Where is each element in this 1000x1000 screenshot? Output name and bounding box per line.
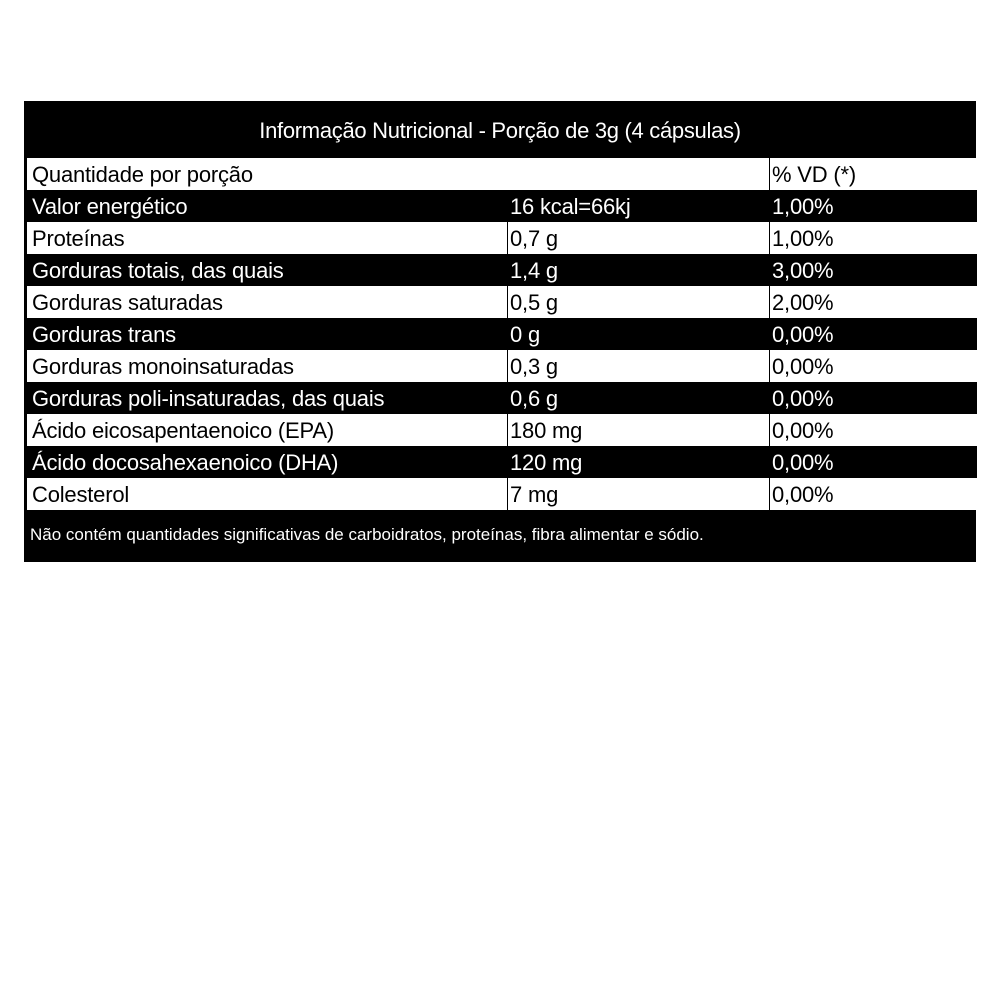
nutrient-vd: 0,00%	[772, 414, 972, 446]
table-title: Informação Nutricional - Porção de 3g (4 cápsulas)	[259, 118, 741, 143]
table-row	[27, 254, 977, 286]
header-quantity-label: Quantidade por porção	[32, 162, 253, 187]
table-row	[27, 446, 977, 478]
nutrient-name: Gorduras trans	[32, 322, 176, 347]
table-row	[27, 382, 977, 414]
table-header-row	[27, 158, 977, 190]
header-vd-label: % VD (*)	[772, 158, 972, 190]
nutrient-amount: 7 mg	[510, 478, 765, 510]
nutrient-vd: 0,00%	[772, 450, 834, 475]
nutrient-amount: 0,5 g	[510, 286, 765, 318]
nutrient-vd: 0,00%	[772, 478, 972, 510]
nutrient-name: Colesterol	[32, 482, 130, 507]
table-row	[27, 190, 977, 222]
nutrient-vd: 0,00%	[772, 386, 834, 411]
table-row	[27, 350, 977, 382]
table-row	[27, 318, 977, 350]
nutrient-name: Gorduras saturadas	[32, 290, 223, 315]
table-row	[27, 478, 977, 510]
nutrient-amount: 0 g	[510, 322, 540, 347]
nutrient-name: Gorduras monoinsaturadas	[32, 354, 294, 379]
nutrient-name: Ácido eicosapentaenoico (EPA)	[32, 418, 334, 443]
nutrient-vd: 2,00%	[772, 286, 972, 318]
nutrient-vd: 0,00%	[772, 350, 972, 382]
nutrient-vd: 3,00%	[772, 258, 834, 283]
nutrient-amount: 120 mg	[510, 450, 583, 475]
table-row	[27, 286, 977, 318]
table-footnote: Não contém quantidades significativas de carboidratos, proteínas, fibra alimentar e sódio.	[30, 525, 704, 544]
nutrient-amount: 16 kcal=66kj	[510, 194, 631, 219]
table-row	[27, 414, 977, 446]
nutrient-amount: 1,4 g	[510, 258, 558, 283]
nutrient-name: Gorduras totais, das quais	[32, 258, 284, 283]
nutrient-name: Valor energético	[32, 194, 188, 219]
nutrient-vd: 1,00%	[772, 222, 972, 254]
nutrient-vd: 0,00%	[772, 322, 834, 347]
nutrient-amount: 0,3 g	[510, 350, 765, 382]
table-row	[27, 222, 977, 254]
nutrient-amount: 180 mg	[510, 414, 765, 446]
nutrient-name: Ácido docosahexaenoico (DHA)	[32, 450, 339, 475]
nutrient-name: Gorduras poli-insaturadas, das quais	[32, 386, 385, 411]
nutrient-amount: 0,7 g	[510, 222, 765, 254]
nutrient-name: Proteínas	[32, 226, 125, 251]
nutrient-vd: 1,00%	[772, 194, 834, 219]
nutrient-amount: 0,6 g	[510, 386, 558, 411]
